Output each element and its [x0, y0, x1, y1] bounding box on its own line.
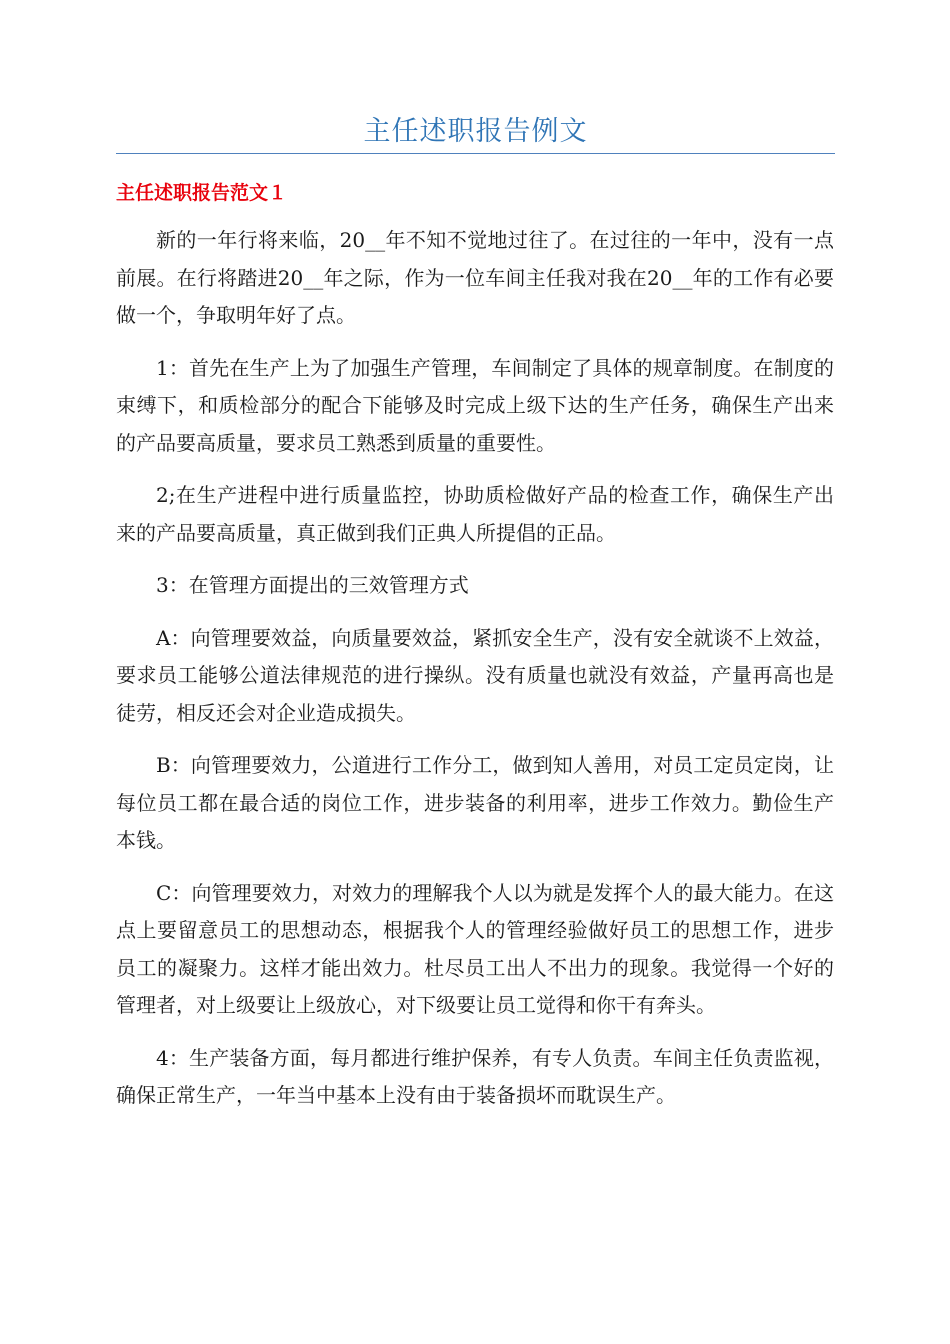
paragraph-item-3c: C：向管理要效力，对效力的理解我个人以为就是发挥个人的最大能力。在这点上要留意员工的思想动态，根据我个人的管理经验做好员工的思想工作，进步员工的凝聚力。这样才能出效力。杜尽员工出人不出力的现象。我觉得一个好的管理者，对上级要让上级放心，对下级要让员工觉得和你干有奔头。	[116, 880, 834, 1017]
paragraph-item-3a: A：向管理要效益，向质量要效益，紧抓安全生产，没有安全就谈不上效益，要求员工能够公道法律规范的进行操纵。没有质量也就没有效益，产量再高也是徒劳，相反还会对企业造成损失。	[116, 625, 834, 725]
paragraph-item-2: 2;在生产进程中进行质量监控，协助质检做好产品的检查工作，确保生产出来的产品要高质量，真正做到我们正典人所提倡的正品。	[116, 483, 834, 545]
paragraph-item-4: 4：生产装备方面，每月都进行维护保养，有专人负责。车间主任负责监视，确保正常生产，一年当中基本上没有由于装备损坏而耽误生产。	[116, 1045, 834, 1107]
title-underline	[116, 153, 835, 154]
paragraph-item-1: 1：首先在生产上为了加强生产管理，车间制定了具体的规章制度。在制度的束缚下，和质检部分的配合下能够及时完成上级下达的生产任务，确保生产出来的产品要高质量，要求员工熟悉到质量的重要性。	[116, 355, 834, 455]
paragraph-item-3b: B：向管理要效力，公道进行工作分工，做到知人善用，对员工定员定岗，让每位员工都在最合适的岗位工作，进步装备的利用率，进步工作效力。勤俭生产本钱。	[116, 753, 834, 852]
paragraph-intro: 新的一年行将来临，20__年不知不觉地过往了。在过往的一年中，没有一点前展。在行将踏进20__年之际，作为一位车间主任我对我在20__年的工作有必要做一个，争取明年好了点。	[116, 228, 834, 327]
document-title: 主任述职报告例文	[363, 116, 588, 147]
section-heading: 主任述职报告范文１	[116, 182, 288, 204]
document-body	[116, 222, 834, 1130]
paragraph-item-3: 3：在管理方面提出的三效管理方式	[156, 573, 469, 597]
